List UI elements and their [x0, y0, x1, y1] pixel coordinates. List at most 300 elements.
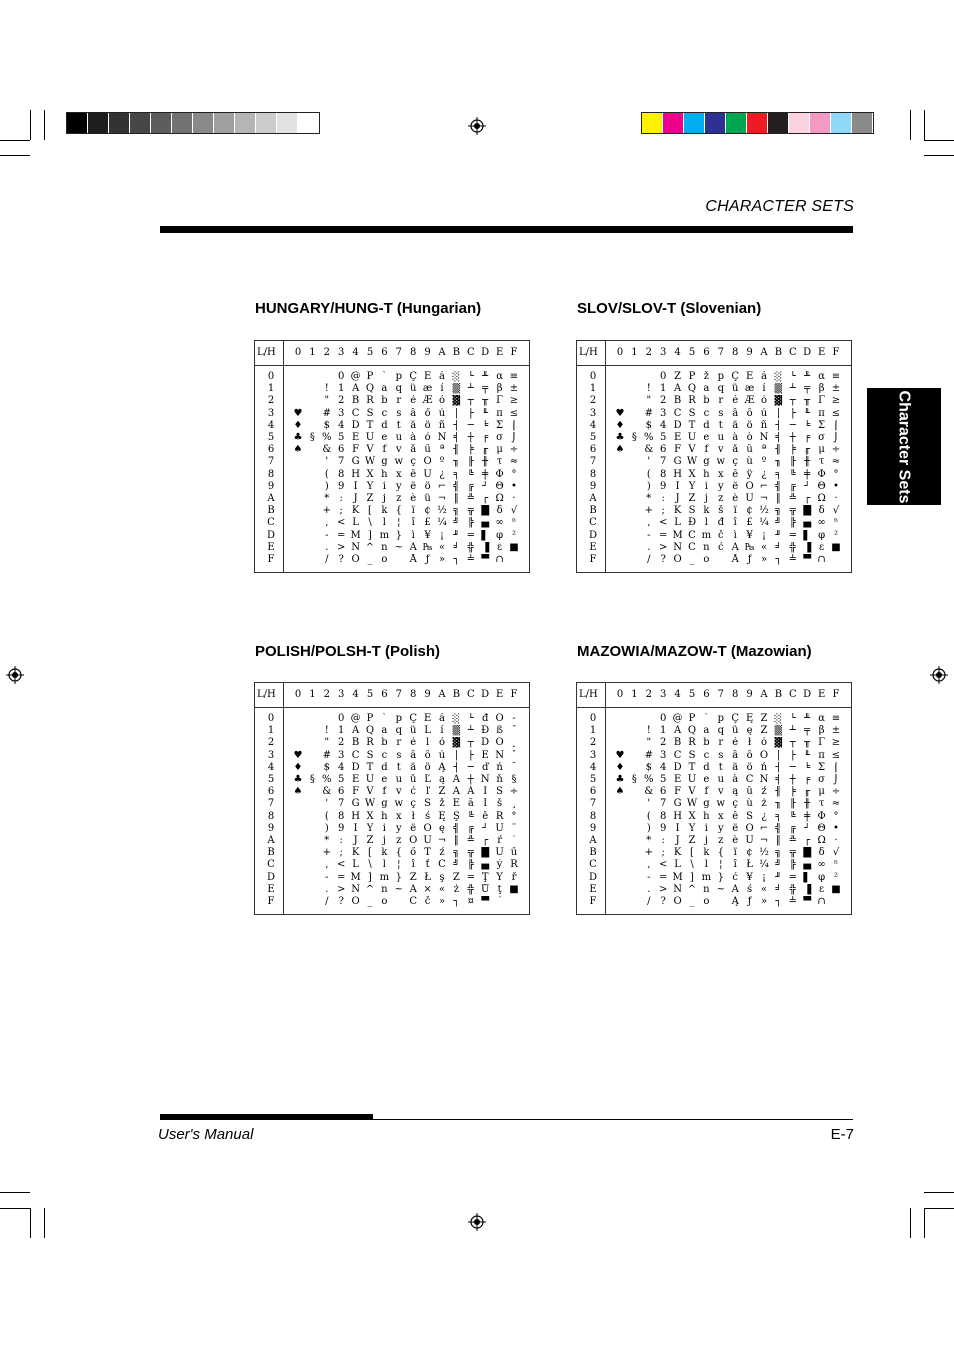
character-cell: ): [324, 480, 329, 492]
character-cell: ¬: [437, 493, 447, 504]
table-corner-label: L/H: [579, 689, 598, 700]
character-cell: τ: [818, 456, 825, 468]
column-header: C: [466, 689, 475, 700]
character-cell: &: [322, 444, 332, 456]
character-cell: ╕: [775, 810, 782, 822]
character-cell: M: [672, 871, 683, 883]
character-cell: ö: [746, 419, 753, 431]
row-header: 0: [589, 713, 597, 724]
character-cell: └: [467, 713, 474, 724]
row-header: 5: [589, 774, 597, 785]
character-cell: V: [366, 786, 374, 798]
character-cell: k: [381, 505, 388, 517]
character-cell: Z: [688, 493, 696, 504]
character-cell: x: [395, 468, 402, 480]
character-cell: P: [366, 371, 374, 382]
character-cell: 8: [338, 468, 345, 480]
row-header: 1: [589, 725, 597, 737]
character-cell: ): [324, 822, 329, 834]
character-cell: ú: [438, 407, 446, 419]
character-cell: Ç: [409, 713, 418, 724]
character-table-hungarian: [254, 340, 530, 573]
character-cell: (: [646, 810, 651, 822]
character-cell: ε: [497, 541, 503, 553]
character-cell: ': [647, 456, 651, 468]
character-cell: ▓: [452, 737, 461, 749]
character-cell: ü: [409, 725, 417, 737]
character-cell: y: [717, 822, 724, 834]
character-cell: ╣: [453, 822, 460, 834]
character-cell: ¡: [761, 529, 767, 541]
character-cell: ┘: [804, 822, 811, 834]
character-cell: S: [366, 749, 374, 761]
character-cell: 7: [660, 456, 667, 468]
row-header: 2: [267, 737, 275, 749]
character-cell: §: [631, 774, 637, 785]
character-cell: ┌: [804, 493, 811, 504]
character-cell: Ś: [746, 810, 754, 822]
color-swatch: [67, 113, 88, 133]
column-header: 9: [424, 689, 431, 700]
character-cell: E: [351, 432, 360, 443]
character-cell: U: [687, 774, 697, 785]
character-cell: ♥: [293, 407, 303, 419]
character-cell: m: [701, 871, 712, 883]
row-header: E: [267, 541, 275, 553]
character-cell: $: [323, 419, 330, 431]
character-cell: N: [351, 541, 360, 553]
character-cell: 5: [338, 774, 345, 785]
character-cell: ♥: [615, 407, 625, 419]
character-cell: ╓: [804, 444, 811, 456]
character-cell: n: [703, 541, 710, 553]
character-cell: N: [673, 883, 682, 895]
column-header: 2: [645, 689, 652, 700]
character-cell: ╙: [804, 407, 811, 419]
character-cell: ü: [731, 725, 739, 737]
character-cell: Â: [452, 786, 460, 798]
character-cell: r: [396, 395, 402, 407]
column-header: D: [481, 347, 490, 358]
character-cell: =: [336, 871, 346, 883]
character-cell: A: [351, 383, 360, 395]
character-cell: I: [675, 822, 680, 834]
column-header: 7: [717, 347, 724, 358]
character-cell: ű: [510, 847, 518, 859]
character-cell: ┬: [467, 737, 474, 749]
character-cell: ⁿ: [511, 517, 517, 529]
character-cell: :: [339, 493, 343, 504]
character-cell: Ú: [495, 822, 504, 834]
character-cell: 7: [660, 798, 667, 810]
table-title-mazowian: MAZOWIA/MAZOW-T (Mazowian): [577, 643, 812, 660]
character-cell: ♣: [293, 774, 303, 785]
character-cell: ╥: [804, 737, 811, 749]
character-cell: ÷: [509, 786, 519, 798]
character-cell: 4: [660, 761, 667, 773]
character-cell: ═: [467, 871, 474, 883]
character-cell: Ω: [817, 493, 826, 504]
character-cell: Ń: [759, 774, 769, 785]
character-cell: ĺ: [425, 737, 430, 749]
character-cell: ║: [453, 835, 460, 846]
character-cell: f: [704, 786, 709, 798]
character-cell: ÷: [831, 444, 841, 456]
character-cell: ł: [747, 737, 752, 749]
character-cell: ): [646, 480, 651, 492]
character-cell: ▐: [481, 541, 490, 553]
character-cell: Ü: [423, 468, 432, 480]
column-header: 7: [717, 689, 724, 700]
character-cell: -: [325, 871, 329, 883]
character-cell: Θ: [495, 480, 504, 492]
character-cell: ▓: [452, 395, 461, 407]
column-header: D: [481, 689, 490, 700]
character-cell: ╨: [482, 371, 489, 382]
character-cell: 6: [660, 444, 667, 456]
character-cell: █: [803, 505, 812, 517]
row-header: A: [589, 493, 597, 504]
character-cell: ■: [509, 541, 519, 553]
character-cell: h: [381, 810, 388, 822]
character-cell: 4: [338, 761, 345, 773]
character-cell: j: [704, 493, 708, 504]
character-cell: Ä: [409, 541, 417, 553]
character-cell: ş: [439, 871, 445, 883]
table-corner-label: L/H: [579, 347, 598, 358]
character-cell: b: [703, 395, 710, 407]
character-cell: Ä: [409, 883, 417, 895]
character-cell: -: [512, 713, 516, 724]
column-header: B: [452, 689, 461, 700]
character-cell: £: [746, 517, 753, 529]
character-cell: m: [379, 529, 390, 541]
character-cell: @: [350, 371, 361, 382]
character-cell: ─: [467, 761, 474, 773]
character-cell: >: [336, 883, 346, 895]
character-cell: Ř: [510, 859, 518, 871]
character-cell: │: [453, 407, 460, 419]
column-header: 4: [674, 347, 681, 358]
character-cell: Ţ: [481, 871, 489, 883]
character-cell: ľ: [425, 786, 430, 798]
character-cell: ¿: [439, 468, 445, 480]
character-cell: É: [745, 371, 754, 382]
character-cell: ś: [425, 810, 431, 822]
row-header: 4: [589, 419, 597, 431]
character-cell: ╖: [775, 456, 782, 468]
character-cell: Ö: [423, 456, 432, 468]
character-cell: S: [688, 407, 696, 419]
character-cell: H: [673, 468, 682, 480]
character-cell: •: [833, 822, 839, 834]
character-cell: .: [647, 883, 651, 895]
character-cell: ∞: [495, 517, 504, 529]
character-cell: Ñ: [437, 432, 447, 443]
character-cell: ;: [339, 505, 343, 517]
character-cell: (: [324, 468, 329, 480]
character-cell: ╨: [804, 371, 811, 382]
column-header: F: [510, 689, 518, 700]
character-cell: ,: [647, 517, 651, 529]
character-cell: A: [673, 725, 682, 737]
character-cell: =: [658, 871, 668, 883]
character-cell: ï: [733, 505, 737, 517]
character-cell: ç: [410, 456, 416, 468]
character-cell: δ: [818, 505, 825, 517]
character-cell: 0: [660, 713, 667, 724]
character-cell: s: [396, 407, 402, 419]
character-cell: Ë: [481, 749, 489, 761]
character-cell: Y: [366, 480, 374, 492]
character-cell: ╦: [789, 505, 796, 517]
column-header: A: [438, 689, 446, 700]
character-cell: {: [717, 847, 724, 859]
character-cell: π: [496, 407, 503, 419]
character-cell: Đ: [481, 725, 490, 737]
character-cell: ¢: [746, 847, 753, 859]
character-cell: }: [395, 871, 402, 883]
character-cell: ö: [746, 761, 753, 773]
character-cell: ╡: [775, 774, 782, 785]
character-cell: i: [704, 480, 708, 492]
character-cell: │: [453, 749, 460, 761]
character-cell: H: [351, 810, 360, 822]
character-cell: ²: [511, 529, 516, 541]
header-rule: [160, 226, 853, 233]
character-cell: M: [350, 871, 361, 883]
character-cell: ¬: [759, 835, 769, 846]
row-header: 9: [267, 480, 275, 492]
row-header: 1: [267, 725, 275, 737]
row-header: A: [267, 493, 275, 504]
character-cell: ú: [438, 749, 446, 761]
character-cell: 6: [338, 786, 345, 798]
character-cell: ╓: [804, 786, 811, 798]
character-cell: ▒: [774, 725, 783, 737]
character-cell: .: [325, 541, 329, 553]
character-cell: ą: [732, 786, 739, 798]
character-cell: -: [647, 529, 651, 541]
column-header: C: [788, 347, 797, 358]
character-cell: â: [732, 407, 739, 419]
character-cell: <: [336, 859, 346, 871]
character-cell: 2: [660, 395, 667, 407]
character-cell: ˝: [511, 725, 517, 737]
character-cell: é: [410, 737, 417, 749]
character-cell: ì: [411, 529, 415, 541]
character-cell: a: [381, 725, 388, 737]
character-cell: F: [352, 444, 360, 456]
character-cell: Š: [688, 505, 696, 517]
character-cell: J: [353, 835, 358, 846]
row-header: D: [266, 529, 276, 541]
character-cell: ƒ: [747, 554, 752, 565]
character-cell: Č: [688, 529, 696, 541]
character-cell: č: [424, 896, 431, 907]
character-cell: ∩: [817, 554, 826, 565]
character-cell: 8: [660, 810, 667, 822]
character-cell: 9: [660, 480, 667, 492]
character-cell: Ł: [424, 871, 431, 883]
character-cell: √: [832, 505, 840, 517]
table-title-slovenian: SLOV/SLOV-T (Slovenian): [577, 300, 762, 317]
character-cell: ╩: [467, 493, 474, 504]
row-header: 0: [267, 371, 275, 382]
character-cell: z: [718, 835, 724, 846]
character-cell: ╨: [804, 713, 811, 724]
character-cell: u: [717, 774, 725, 785]
character-cell: đ: [717, 517, 724, 529]
character-cell: └: [467, 371, 474, 382]
character-cell: 2: [660, 737, 667, 749]
character-cell: ┤: [775, 419, 782, 431]
character-cell: Γ: [496, 395, 504, 407]
character-cell: R: [688, 737, 696, 749]
character-cell: P: [366, 713, 374, 724]
character-cell: ≥: [831, 737, 841, 749]
character-cell: └: [789, 371, 796, 382]
character-cell: ô: [746, 407, 753, 419]
character-cell: ï: [411, 505, 415, 517]
character-cell: ╛: [775, 883, 782, 895]
character-cell: Ç: [731, 371, 740, 382]
character-cell: Y: [366, 822, 374, 834]
row-header: 0: [589, 371, 597, 382]
character-cell: ę: [439, 822, 445, 834]
character-cell: Ö: [745, 822, 754, 834]
crop-mark: [924, 1208, 925, 1238]
character-cell: :: [661, 835, 665, 846]
character-cell: U: [365, 432, 375, 443]
character-cell: %: [322, 774, 332, 785]
character-cell: S: [366, 407, 374, 419]
character-cell: L: [352, 517, 359, 529]
crop-mark: [0, 1208, 30, 1209]
character-cell: Ľ: [424, 774, 431, 785]
character-cell: â: [732, 749, 739, 761]
character-cell: ý: [496, 859, 503, 871]
character-cell: !: [646, 725, 651, 737]
character-cell: ╬: [467, 541, 474, 553]
character-cell: ╟: [789, 456, 796, 468]
character-cell: °: [833, 468, 839, 480]
character-cell: 3: [338, 749, 345, 761]
character-cell: ń: [496, 761, 503, 773]
character-cell: c: [381, 407, 388, 419]
character-cell: æ: [422, 383, 433, 395]
character-cell: ▐: [803, 883, 812, 895]
character-cell: π: [818, 749, 825, 761]
character-cell: å: [732, 444, 739, 456]
row-header: 7: [267, 798, 275, 810]
character-cell: ═: [789, 529, 796, 541]
character-cell: Y: [688, 822, 696, 834]
character-cell: ô: [424, 749, 431, 761]
character-cell: ½: [437, 505, 447, 517]
character-cell: î: [733, 859, 737, 871]
character-cell: Ω: [817, 835, 826, 846]
character-cell: ╧: [467, 554, 474, 565]
footer-rule-thick: [160, 1114, 373, 1120]
character-cell: ¼: [437, 517, 447, 529]
character-cell: ^: [687, 883, 697, 895]
character-cell: ╞: [789, 444, 796, 456]
color-swatch: [130, 113, 151, 133]
character-cell: ę: [746, 725, 753, 737]
character-cell: 8: [338, 810, 345, 822]
character-cell: U: [687, 432, 697, 443]
character-cell: ≥: [831, 395, 841, 407]
character-cell: 1: [338, 383, 345, 395]
character-cell: ╠: [789, 859, 796, 871]
character-cell: ≈: [831, 798, 841, 810]
character-cell: Ö: [423, 822, 432, 834]
character-cell: ≤: [509, 407, 519, 419]
character-cell: Ŕ: [495, 810, 504, 822]
character-cell: ▄: [803, 859, 812, 871]
character-cell: ⌡: [833, 774, 839, 785]
color-swatch: [789, 113, 810, 133]
character-cell: ┼: [789, 432, 796, 443]
character-cell: /: [325, 554, 329, 565]
character-cell: W: [364, 798, 376, 810]
character-cell: ¥: [746, 871, 753, 883]
character-cell: Ą: [731, 896, 739, 907]
character-cell: [: [690, 847, 694, 859]
character-cell: ¥: [746, 529, 753, 541]
character-cell: φ: [818, 871, 826, 883]
character-cell: ^: [365, 541, 375, 553]
character-cell: ,: [325, 517, 329, 529]
character-cell: ¢: [424, 505, 431, 517]
character-cell: Ě: [452, 798, 461, 810]
character-cell: X: [366, 468, 374, 480]
character-cell: ▒: [452, 383, 461, 395]
column-header: 6: [381, 689, 388, 700]
row-header: 1: [267, 383, 275, 395]
character-cell: ┼: [467, 774, 474, 785]
character-cell: ╗: [453, 505, 460, 517]
character-cell: ┘: [804, 480, 811, 492]
character-cell: ╪: [804, 468, 811, 480]
character-cell: _: [367, 554, 373, 565]
character-cell: Ź: [409, 871, 417, 883]
column-header: 3: [338, 689, 345, 700]
character-cell: p: [717, 371, 724, 382]
column-header: C: [466, 347, 475, 358]
character-cell: Z: [366, 835, 374, 846]
column-header: 8: [410, 347, 417, 358]
character-cell: [: [368, 847, 372, 859]
row-header: 9: [589, 480, 597, 492]
row-header: 5: [589, 432, 597, 443]
character-cell: x: [717, 810, 724, 822]
crop-mark: [924, 140, 954, 141]
character-cell: ▀: [481, 554, 490, 565]
character-cell: ÷: [509, 444, 519, 456]
character-cell: q: [717, 383, 724, 395]
column-header: 0: [294, 347, 302, 358]
character-cell: #: [644, 749, 653, 761]
character-cell: K: [351, 847, 360, 859]
character-cell: _: [689, 554, 695, 565]
character-cell: @: [350, 713, 361, 724]
character-cell: %: [644, 432, 654, 443]
color-swatch: [768, 113, 789, 133]
character-cell: Ý: [496, 871, 503, 883]
footer-rule-thin: [373, 1119, 853, 1120]
